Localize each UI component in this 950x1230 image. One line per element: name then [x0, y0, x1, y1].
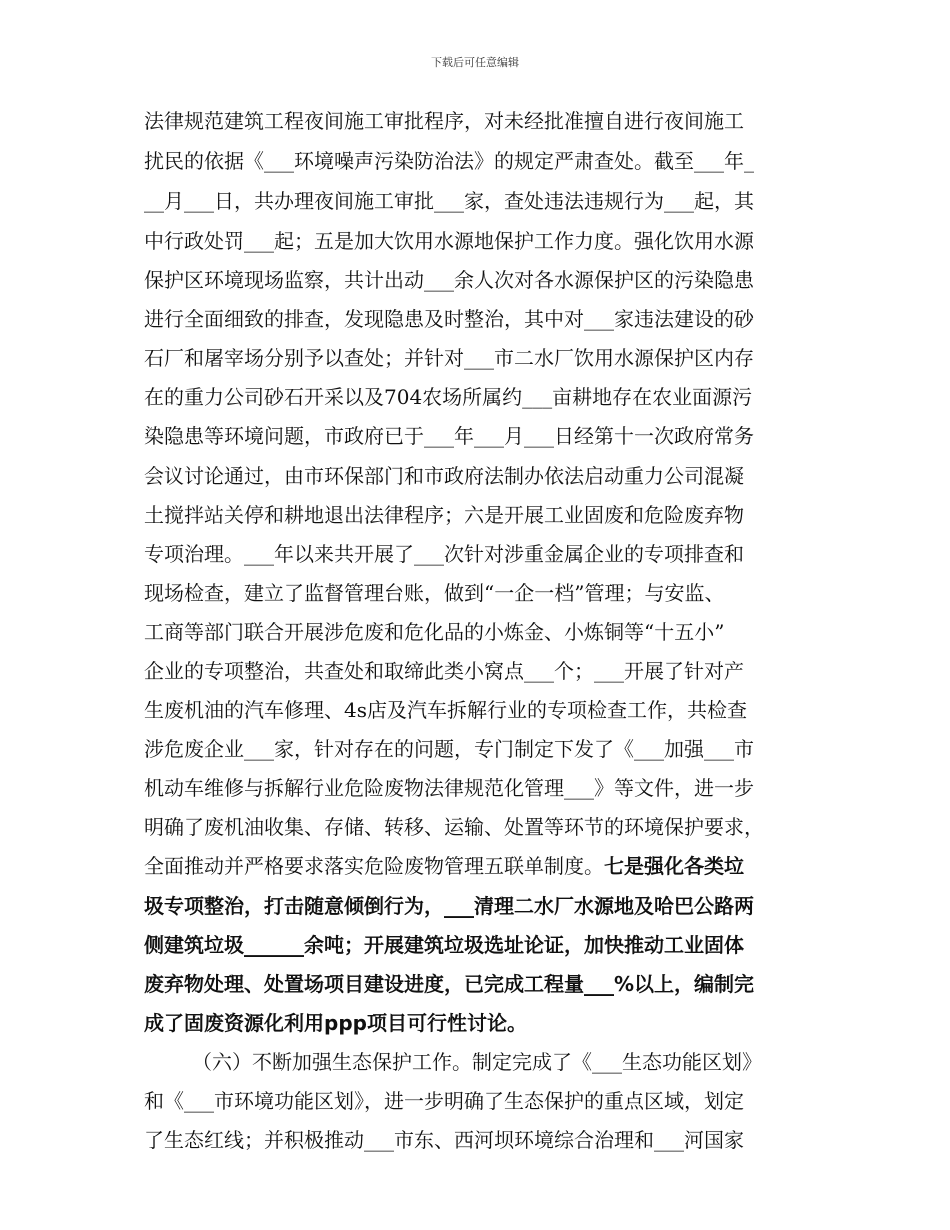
text-line: 涉危废企业___家，针对存在的问题，专门制定下发了《___加强___市 — [144, 737, 754, 761]
text-bold: 七是强化各类垃 — [604, 854, 744, 878]
text-line: 工商等部门联合开展涉危废和危化品的小炼金、小炼铜等“十五小” — [144, 620, 725, 644]
text-line: 机动车维修与拆解行业危险废物法律规范化管理___》等文件，进一步 — [144, 776, 754, 800]
text-line: 扰民的依据《___环境噪声污染防治法》的规定严肃查处。截至___年_ — [144, 149, 754, 173]
text-line: 进行全面细致的排查，发现隐患及时整治，其中对___家违法建设的砂 — [144, 307, 754, 331]
section-heading: （六）不断加强生态保护工作。 — [192, 1050, 472, 1074]
bold-text-line: 成了固废资源化利用ppp项目可行性讨论。 — [144, 1011, 527, 1035]
text-line: 保护区环境现场监察，共计出动___余人次对各水源保护区的污染隐患 — [144, 268, 754, 292]
text-line: 和《___市环境功能区划》，进一步明确了生态保护的重点区域，划定 — [144, 1089, 744, 1113]
text-line: 明确了废机油收集、存储、转移、运输、处置等环节的环境保护要求， — [144, 815, 764, 839]
section-first-line — [192, 1048, 814, 1076]
bold-text-line: 圾专项整治，打击随意倾倒行为，___清理二水厂水源地及哈巴公路两 — [144, 894, 754, 918]
text-line-mixed — [144, 852, 814, 880]
text-line: 企业的专项整治，共查处和取缔此类小窝点___个；___开展了针对产 — [144, 659, 744, 683]
text-line: 法律规范建筑工程夜间施工审批程序，对未经批准擅自进行夜间施工 — [144, 109, 744, 133]
text-line: 中行政处罚___起；五是加大饮用水源地保护工作力度。强化饮用水源 — [144, 229, 754, 253]
text-line: 在的重力公司砂石开采以及704农场所属约___亩耕地存在农业面源污 — [144, 385, 753, 409]
text-line: 了生态红线；并积极推动___市东、西河坝环境综合治理和___河国家 — [144, 1128, 744, 1152]
bold-text-line: 废弃物处理、处置场项目建设进度，已完成工程量___%以上，编制完 — [144, 972, 755, 996]
text-line: __月___日，共办理夜间施工审批___家，查处违法违规行为___起，其 — [144, 189, 754, 213]
text-line: 会议讨论通过，由市环保部门和市政府法制办依法启动重力公司混凝 — [144, 464, 744, 488]
text-line: 现场检查，建立了监督管理台账，做到“一企一档”管理；与安监、 — [144, 581, 725, 605]
text-line: 染隐患等环境问题，市政府已于___年___月___日经第十一次政府常务 — [144, 424, 754, 448]
text-normal: 全面推动并严格要求落实危险废物管理五联单制度。 — [144, 854, 604, 878]
bold-text-line: 侧建筑垃圾______余吨；开展建筑垃圾选址论证，加快推动工业固体 — [144, 933, 744, 957]
text-line: 石厂和屠宰场分别予以查处；并针对___市二水厂饮用水源保护区内存 — [144, 346, 754, 370]
page-header: 下载后可任意编辑 — [431, 56, 519, 69]
text-normal: 制定完成了《___生态功能区划》 — [472, 1050, 762, 1074]
text-line: 专项治理。___年以来共开展了___次针对涉重金属企业的专项排查和 — [144, 542, 744, 566]
text-line: 生废机油的汽车修理、4s店及汽车拆解行业的专项检查工作，共检查 — [144, 698, 747, 722]
text-line: 土搅拌站关停和耕地退出法律程序；六是开展工业固废和危险废弃物 — [144, 503, 744, 527]
